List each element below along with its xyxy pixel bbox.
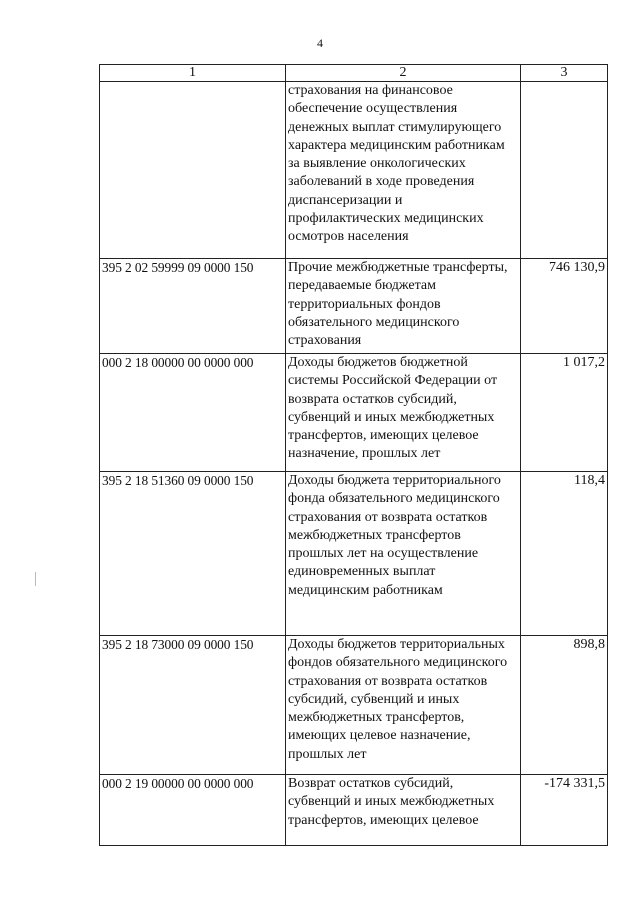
row-amount: -174 331,5 xyxy=(521,775,608,846)
column-header-2: 2 xyxy=(286,65,521,82)
row-name: Прочие межбюджетные трансферты, передаваемые бюджетам территориальных фондов обязательного медицинского страхования xyxy=(286,259,521,354)
table-row xyxy=(100,775,608,846)
row-code: 000 2 18 00000 00 0000 000 xyxy=(100,354,286,472)
table-row xyxy=(100,636,608,775)
row-amount: 746 130,9 xyxy=(521,259,608,354)
page-number: 4 xyxy=(317,36,323,50)
table-header-row xyxy=(100,65,608,82)
table-row xyxy=(100,354,608,472)
table-row xyxy=(100,259,608,354)
row-amount: 118,4 xyxy=(521,472,608,636)
row-amount: 898,8 xyxy=(521,636,608,775)
row-code xyxy=(100,82,286,259)
row-amount xyxy=(521,82,608,259)
row-name: Возврат остатков субсидий, субвенций и иных межбюджетных трансфертов, имеющих целевое xyxy=(286,775,521,846)
row-code: 395 2 18 73000 09 0000 150 xyxy=(100,636,286,775)
table-row xyxy=(100,472,608,636)
row-name: Доходы бюджета территориального фонда обязательного медицинского страхования от возврата остатков межбюджетных трансфертов прошлых лет на осуществление единовременных выплат медицинским работникам xyxy=(286,472,521,636)
row-code: 395 2 18 51360 09 0000 150 xyxy=(100,472,286,636)
table-row xyxy=(100,82,608,259)
row-amount: 1 017,2 xyxy=(521,354,608,472)
scan-artifact-mark xyxy=(35,572,36,586)
row-name: Доходы бюджетов бюджетной системы Российской Федерации от возврата остатков субсидий, субвенций и иных межбюджетных трансфертов, имеющих целевое назначение, прошлых лет xyxy=(286,354,521,472)
column-header-1: 1 xyxy=(100,65,286,82)
row-name: страхования на финансовое обеспечение осуществления денежных выплат стимулирующего характера медицинским работникам за выявление онкологических заболеваний в ходе проведения диспансеризации и профилактических медицинских осмотров населения xyxy=(286,82,521,259)
column-header-3: 3 xyxy=(521,65,608,82)
budget-table xyxy=(99,64,608,846)
row-name: Доходы бюджетов территориальных фондов обязательного медицинского страхования от возврата остатков субсидий, субвенций и иных межбюджетных трансфертов, имеющих целевое назначение, прошлых лет xyxy=(286,636,521,775)
row-code: 395 2 02 59999 09 0000 150 xyxy=(100,259,286,354)
row-code: 000 2 19 00000 00 0000 000 xyxy=(100,775,286,846)
